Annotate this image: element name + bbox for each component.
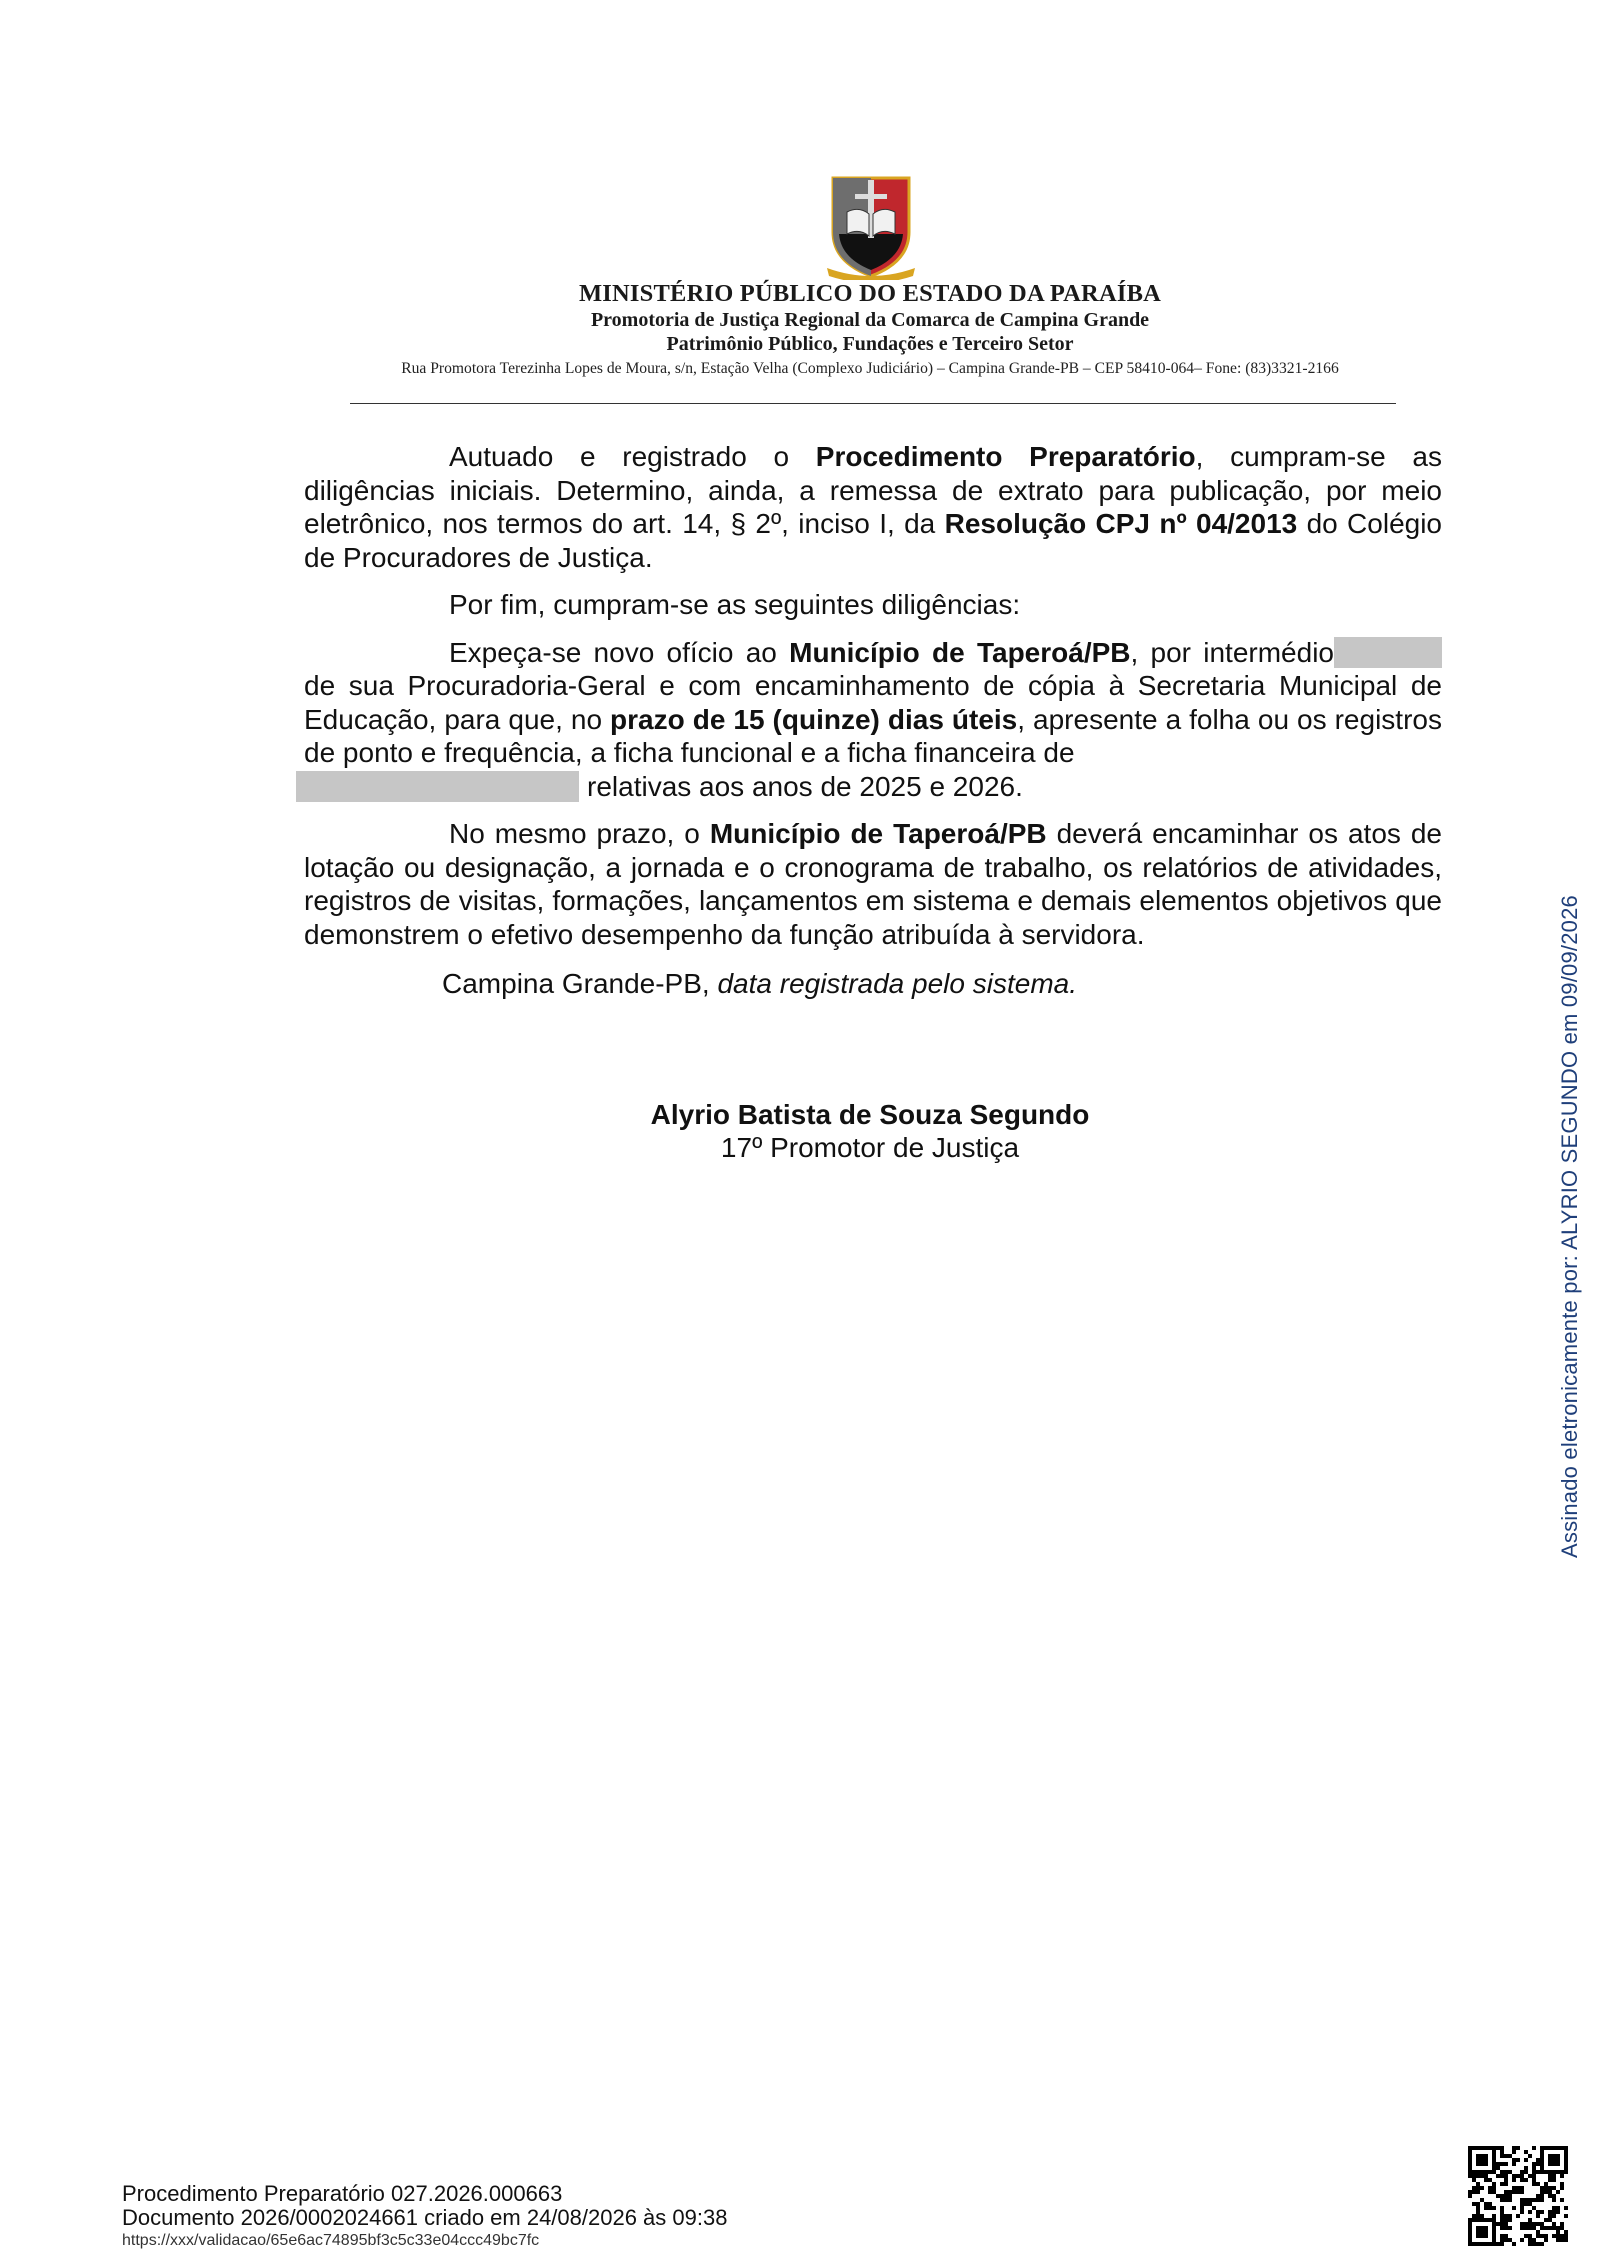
paragraph-diligencias-intro: Por fim, cumpram-se as seguintes diligências: [449,589,1021,620]
redaction-block [1334,637,1442,668]
paragraph-oficio: Expeça-se novo ofício ao Município de Taperoá/PB, por intermédio de sua Procuradoria-Geral e com encaminhamento de cópia à Secretaria Municipal de Educação, para que, no prazo de 15 (quinze) dias úteis, apresente a folha ou os registros de ponto e frequência, a ficha funcional e a ficha financeira de relativas aos anos de 2025 e 2026. [304,636,1442,804]
letterhead-unit: Promotoria de Justiça Regional da Comarca de Campina Grande [590,309,1150,331]
footer-validation-link[interactable]: https://xxx/validacao/65e6ac74895bf3c5c33e04ccc49bc7fc [122,2232,540,2249]
letterhead-divider [350,403,1396,404]
place-date-line: Campina Grande-PB, data registrada pelo sistema. [442,968,1077,999]
redaction-block [296,771,579,802]
paragraph-mesmo-prazo: No mesmo prazo, o Município de Taperoá/PB deverá encaminhar os atos de lotação ou designação, a jornada e o cronograma de trabalho, os relatórios de atividades, registros de visitas, formações, lançamentos em sistema e demais elementos objetivos que demonstrem o efetivo desempenho da função atribuída à servidora. [304,818,1443,950]
letterhead-organization: MINISTÉRIO PÚBLICO DO ESTADO DA PARAÍBA [578,280,1162,307]
footer-document-info: Documento 2026/0002024661 criado em 24/08/2026 às 09:38 [122,2205,728,2230]
paragraph-autuacao: Autuado e registrado o Procedimento Preparatório, cumpram-se as diligências iniciais. Determino, ainda, a remessa de extrato para publicação, por meio eletrônico, nos termos do art. 14, § 2º, inciso I, da Resolução CPJ nº 04/2013 do Colégio de Procuradores de Justiça. [304,441,1443,573]
coat-of-arms-icon [825,172,917,280]
footer-procedure-number: Procedimento Preparatório 027.2026.000663 [122,2181,563,2206]
signer-name: Alyrio Batista de Souza Segundo [650,1099,1090,1130]
qr-code-icon[interactable] [1468,2146,1568,2246]
signer-title: 17º Promotor de Justiça [720,1132,1020,1163]
document-body [304,440,1442,1001]
letterhead-department: Patrimônio Público, Fundações e Terceiro Setor [666,333,1074,355]
letterhead-address: Rua Promotora Terezinha Lopes de Moura, s/n, Estação Velha (Complexo Judiciário) – Campina Grande-PB – CEP 58410-064– Fone: (83)3321-2166 [401,360,1339,377]
electronic-signature-stamp: Assinado eletronicamente por: ALYRIO SEGUNDO em 09/09/2026 [1557,895,1582,1558]
